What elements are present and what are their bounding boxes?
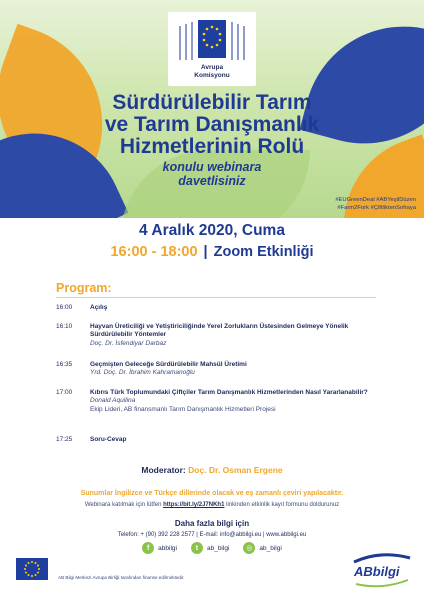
twitter-icon: t	[191, 542, 203, 554]
eu-flag-icon	[16, 558, 48, 580]
social-facebook[interactable]	[142, 542, 177, 554]
contact-line: Telefon: + (90) 392 228 2577 | E-mail: info@abbilgi.eu | www.abbilgi.eu	[117, 532, 307, 538]
program-item-time: 16:00	[56, 304, 73, 311]
program-heading: Program:	[56, 281, 112, 295]
program-item-title: Kıbrıs Türk Toplumundaki Çiftçiler Tarım Danışmanlık Hizmetlerinden Nasıl Yararlanabilir?	[90, 389, 368, 396]
program-item-time: 17:00	[56, 389, 73, 396]
social-instagram[interactable]	[243, 542, 281, 554]
program-item-speaker: Donald Aquilina	[90, 397, 136, 405]
event-date: 4 Aralık 2020, Cuma	[139, 222, 285, 239]
subtitle-line2: davetlisiniz	[178, 174, 246, 188]
program-item-time: 16:10	[56, 323, 73, 330]
logo-text-line1: Avrupa	[200, 64, 224, 71]
event-separator: |	[203, 244, 208, 260]
hashtags-line1: #EUGreenDeal #ABYeşilDüzen	[335, 197, 416, 203]
subtitle	[60, 160, 364, 188]
program-item-speaker: Yrd. Doç. Dr. İbrahim Kahramanoğlu	[90, 369, 195, 377]
title-line2: ve Tarım Danışmanlık	[104, 113, 320, 136]
info-heading: Daha fazla bilgi için	[174, 519, 250, 528]
facebook-icon: f	[142, 542, 154, 554]
event-time-row	[0, 244, 424, 260]
subtitle-line1: konulu webinara	[162, 160, 262, 174]
program-item-title: Hayvan Üreticiliği ve Yetiştiriciliğinde Yerel Zorlukların Üstesinden Gelmeye Yönelik Sürdürülebilir Yöntemler	[90, 323, 349, 339]
program-item-time: 16:35	[56, 361, 73, 368]
title-line1: Sürdürülebilir Tarım	[112, 91, 312, 114]
program-item-speaker: Doç. Dr. İsfendiyar Darbaz	[90, 339, 167, 347]
logo-text-line2: Komisyonu	[194, 72, 230, 79]
abbilgi-brand: ABbilgi	[354, 564, 400, 579]
registration-note	[0, 502, 424, 508]
registration-prefix: Webinara katılmak için lütfen	[84, 502, 162, 508]
program-item-title: Geçmişten Geleceğe Sürdürülebilir Mahsül Üretimi	[90, 361, 247, 368]
program-divider	[56, 297, 376, 298]
instagram-icon: ◎	[243, 542, 255, 554]
hashtags-line2: #Farm2Fork #ÇiftliktenSofraya	[337, 205, 416, 211]
social-handle: ab_bilgi	[259, 544, 282, 552]
registration-suffix: linkinden etkinlik kayıt formunu doldurunuz	[226, 502, 340, 508]
moderator	[0, 465, 424, 475]
program-item-time: 17:25	[56, 436, 73, 443]
berlaymont-icon	[174, 18, 250, 62]
social-handle: ab_bilgi	[206, 544, 230, 552]
abbilgi-logo	[350, 550, 414, 590]
registration-link[interactable]: https://bit.ly/2J7NKh1	[163, 502, 225, 508]
program-item-note: Ekip Lideri, AB finansmanlı Tarım Danışmanlık Hizmetleri Projesi	[90, 405, 276, 413]
event-time: 16:00 - 18:00	[110, 244, 198, 260]
ec-logo-text	[168, 64, 256, 80]
language-note: Sunumlar İngilizce ve Türkçe dillerinde olacak ve eş zamanlı çeviri yapılacaktır.	[80, 490, 344, 497]
social-handle: abbilgi	[158, 544, 177, 552]
page-title	[40, 92, 384, 158]
header-banner	[0, 0, 424, 218]
european-commission-logo	[168, 12, 256, 86]
social-twitter[interactable]	[191, 542, 229, 554]
program-item-title: Açılış	[90, 304, 108, 311]
program-item-title: Soru-Cevap	[90, 436, 127, 443]
title-line3: Hizmetlerinin Rolü	[119, 135, 305, 158]
hashtags	[286, 196, 416, 212]
eu-funding-note: AB Bilgi Merkezi Avrupa Birliği tarafından finanse edilmektedir.	[58, 575, 185, 580]
event-platform: Zoom Etkinliği	[213, 244, 314, 260]
moderator-name: Doç. Dr. Osman Ergene	[188, 465, 283, 475]
moderator-label: Moderator:	[141, 465, 186, 475]
